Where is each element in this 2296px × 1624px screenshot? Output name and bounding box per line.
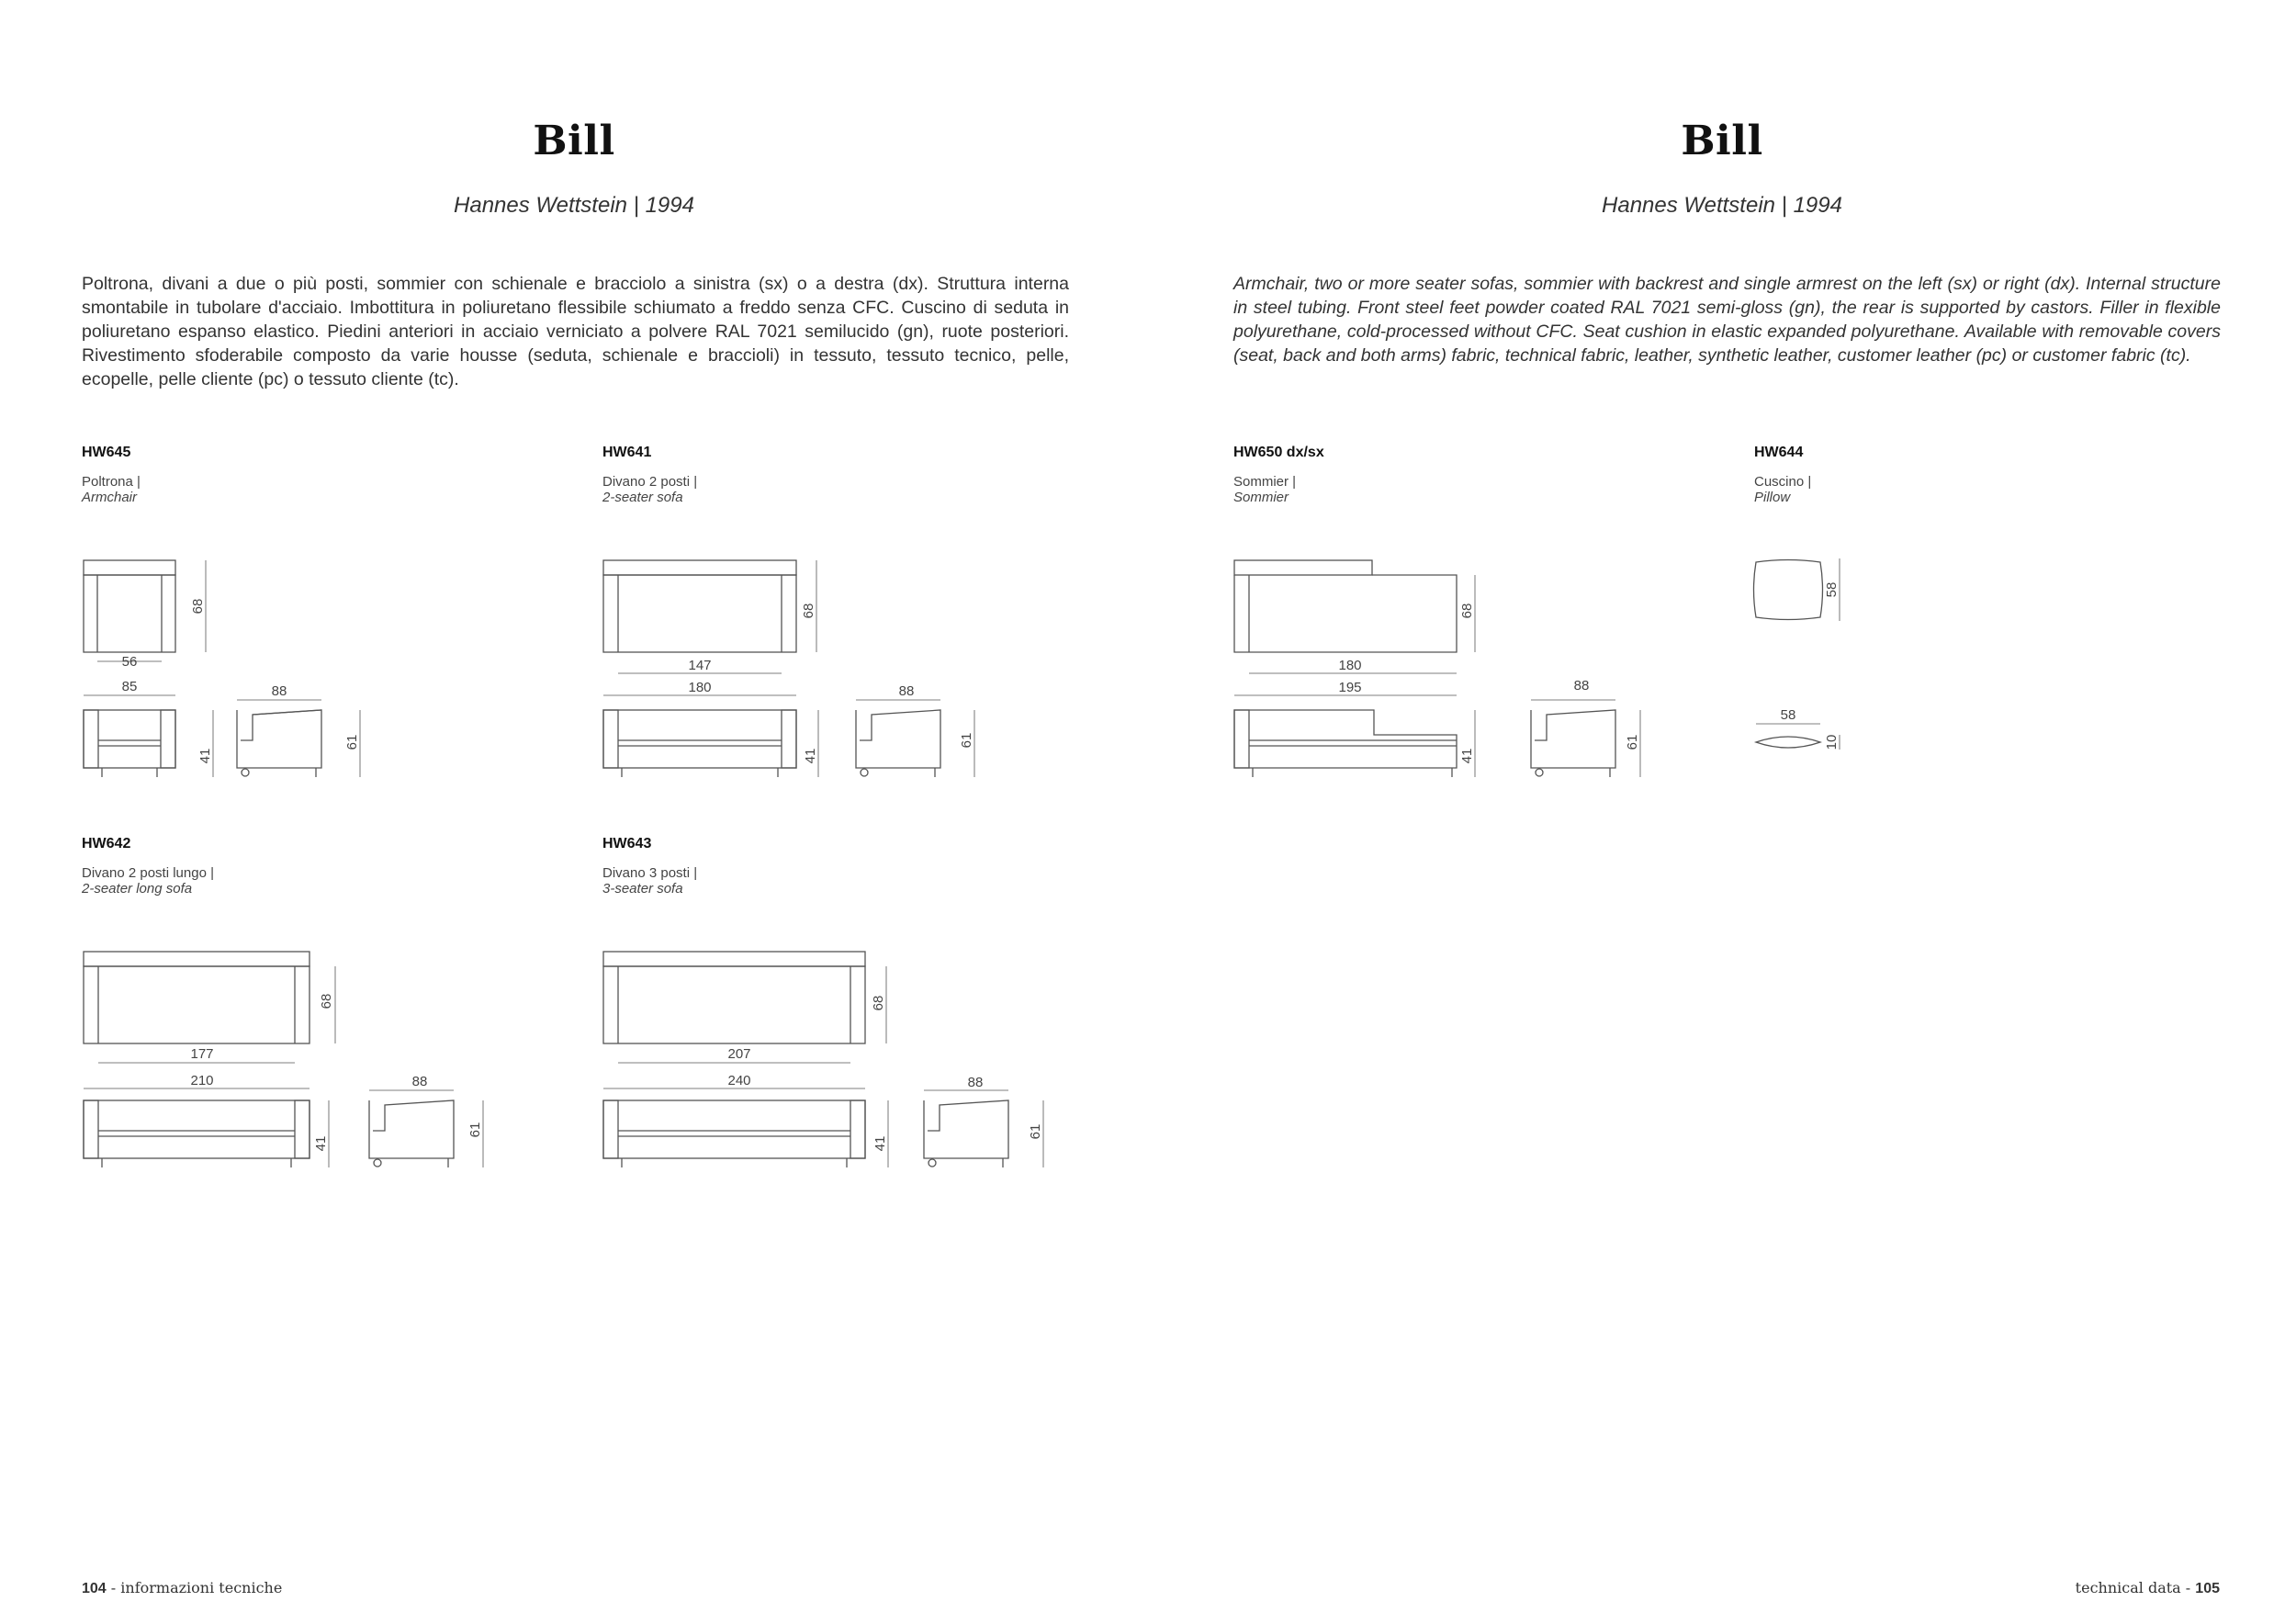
product-name-it: Poltrona | [82,474,141,490]
dim-depth: 88 [411,1074,428,1089]
dim-seat-height: 41 [1459,748,1475,764]
dim-side-height: 61 [467,1122,483,1138]
product-code: HW644 [1754,445,1804,460]
dim-width: 195 [1338,680,1362,695]
product-name-it: Divano 3 posti | [602,865,698,881]
product-description-it: Poltrona, divani a due o più posti, sommier con schienale e bracciolo a sinistra (sx) o a destra (dx). Struttura interna smontabile in tubolare d'acciaio. Imbottitura in poliuretano flessibile schiumato a freddo senza CFC. Cuscino di seduta in poliuretano espanso elastico. Piedini anteriori in acciaio verniciato a polvere RAL 7021 semilucido (gn), ruote posteriori. Rivestimento sfoderabile composto da varie housse (seduta, schienale e braccioli) in tessuto, tessuto tecnico, pelle, ecopelle, pelle cliente (pc) o tessuto cliente (tc). [82,274,1069,389]
dim-depth: 88 [1573,678,1590,694]
hw642-top-view [84,952,335,1088]
product-code: HW645 [82,445,131,460]
dim-inner-width: 147 [688,658,712,673]
hw643-top-view [603,952,886,1088]
product-hw643 [602,836,697,897]
hw643-side-view [924,1090,1043,1167]
hw650-top-view [1234,560,1475,695]
dim-width: 210 [190,1073,214,1088]
dim-seat-height: 41 [313,1135,329,1152]
dim-depth: 88 [967,1075,984,1090]
page-title: Bill [533,118,615,164]
page-footer-right [2076,1579,2220,1597]
dim-side-height: 61 [1028,1123,1043,1140]
dim-width: 180 [688,680,712,695]
footer-section: - informazioni tecniche [106,1579,283,1596]
dim-width: 240 [727,1073,751,1088]
dim-width: 85 [121,679,138,694]
dim-thickness: 10 [1824,734,1840,750]
dim-height: 68 [1459,603,1475,619]
hw641-side-view [856,700,974,777]
product-name-en: Sommier [1233,490,1289,505]
dim-height: 68 [319,993,334,1009]
dim-seat-height: 41 [872,1135,888,1152]
product-code: HW650 dx/sx [1233,445,1324,460]
dim-height: 68 [871,995,886,1011]
dim-depth: 88 [271,683,287,699]
product-description-en: Armchair, two or more seater sofas, sommier with backrest and single armrest on the left (sx) or right (dx). Internal structure in steel tubing. Front steel feet powder coated RAL 7021 semi-gloss (gn), the rear is supported by castors. Filler in flexible polyurethane, cold-processed without CFC. Seat cushion in elastic expanded polyurethane. Available with removable covers (seat, back and both arms) fabric, technical fabric, leather, synthetic leather, customer leather (pc) or customer fabric (tc). [1233,274,2221,366]
product-code: HW641 [602,445,652,460]
product-hw642 [82,836,214,897]
hw645-front-view [84,710,213,777]
product-name-it: Cuscino | [1754,474,1812,490]
page-number: 104 [82,1581,107,1596]
dim-side-height: 61 [344,734,360,750]
dim-width: 58 [1780,707,1796,723]
dim-side-height: 61 [1625,734,1640,750]
dim-inner-width: 207 [727,1046,751,1062]
dim-height: 58 [1824,581,1840,598]
product-name-en: 2-seater long sofa [82,881,193,897]
product-name-it: Divano 2 posti lungo | [82,865,214,881]
dim-depth: 88 [898,683,915,699]
hw645-side-view [237,700,360,777]
product-name-it: Divano 2 posti | [602,474,698,490]
hw645-top-view [84,560,206,695]
drawings-right [1148,0,2296,1624]
designer-year: Hannes Wettstein | 1994 [1602,193,1842,218]
page-footer-left [82,1579,282,1597]
product-name-en: Armchair [82,490,138,505]
designer-year: Hannes Wettstein | 1994 [454,193,694,218]
dim-inner-width: 56 [121,654,138,670]
product-code: HW642 [82,836,131,851]
right-page [1148,0,2296,1624]
hw641-front-view [603,710,818,777]
dim-inner-width: 180 [1338,658,1362,673]
product-name-en: 2-seater sofa [602,490,683,505]
hw650-front-view [1234,710,1475,777]
hw642-side-view [369,1090,483,1167]
hw642-front-view [84,1100,329,1167]
hw641-top-view [603,560,816,695]
dim-height: 68 [190,598,206,615]
product-hw641 [602,445,697,505]
product-code: HW643 [602,836,652,851]
page-title: Bill [1681,118,1763,164]
hw643-front-view [603,1100,888,1167]
product-name-en: Pillow [1754,490,1791,505]
product-name-it: Sommier | [1233,474,1297,490]
product-name-en: 3-seater sofa [602,881,683,897]
dim-height: 68 [801,603,816,619]
dim-seat-height: 41 [197,748,213,764]
dim-side-height: 61 [959,732,974,749]
page-number: 105 [2195,1581,2220,1596]
dim-seat-height: 41 [803,748,818,764]
dim-inner-width: 177 [190,1046,214,1062]
footer-section: technical data - [2075,1579,2196,1596]
